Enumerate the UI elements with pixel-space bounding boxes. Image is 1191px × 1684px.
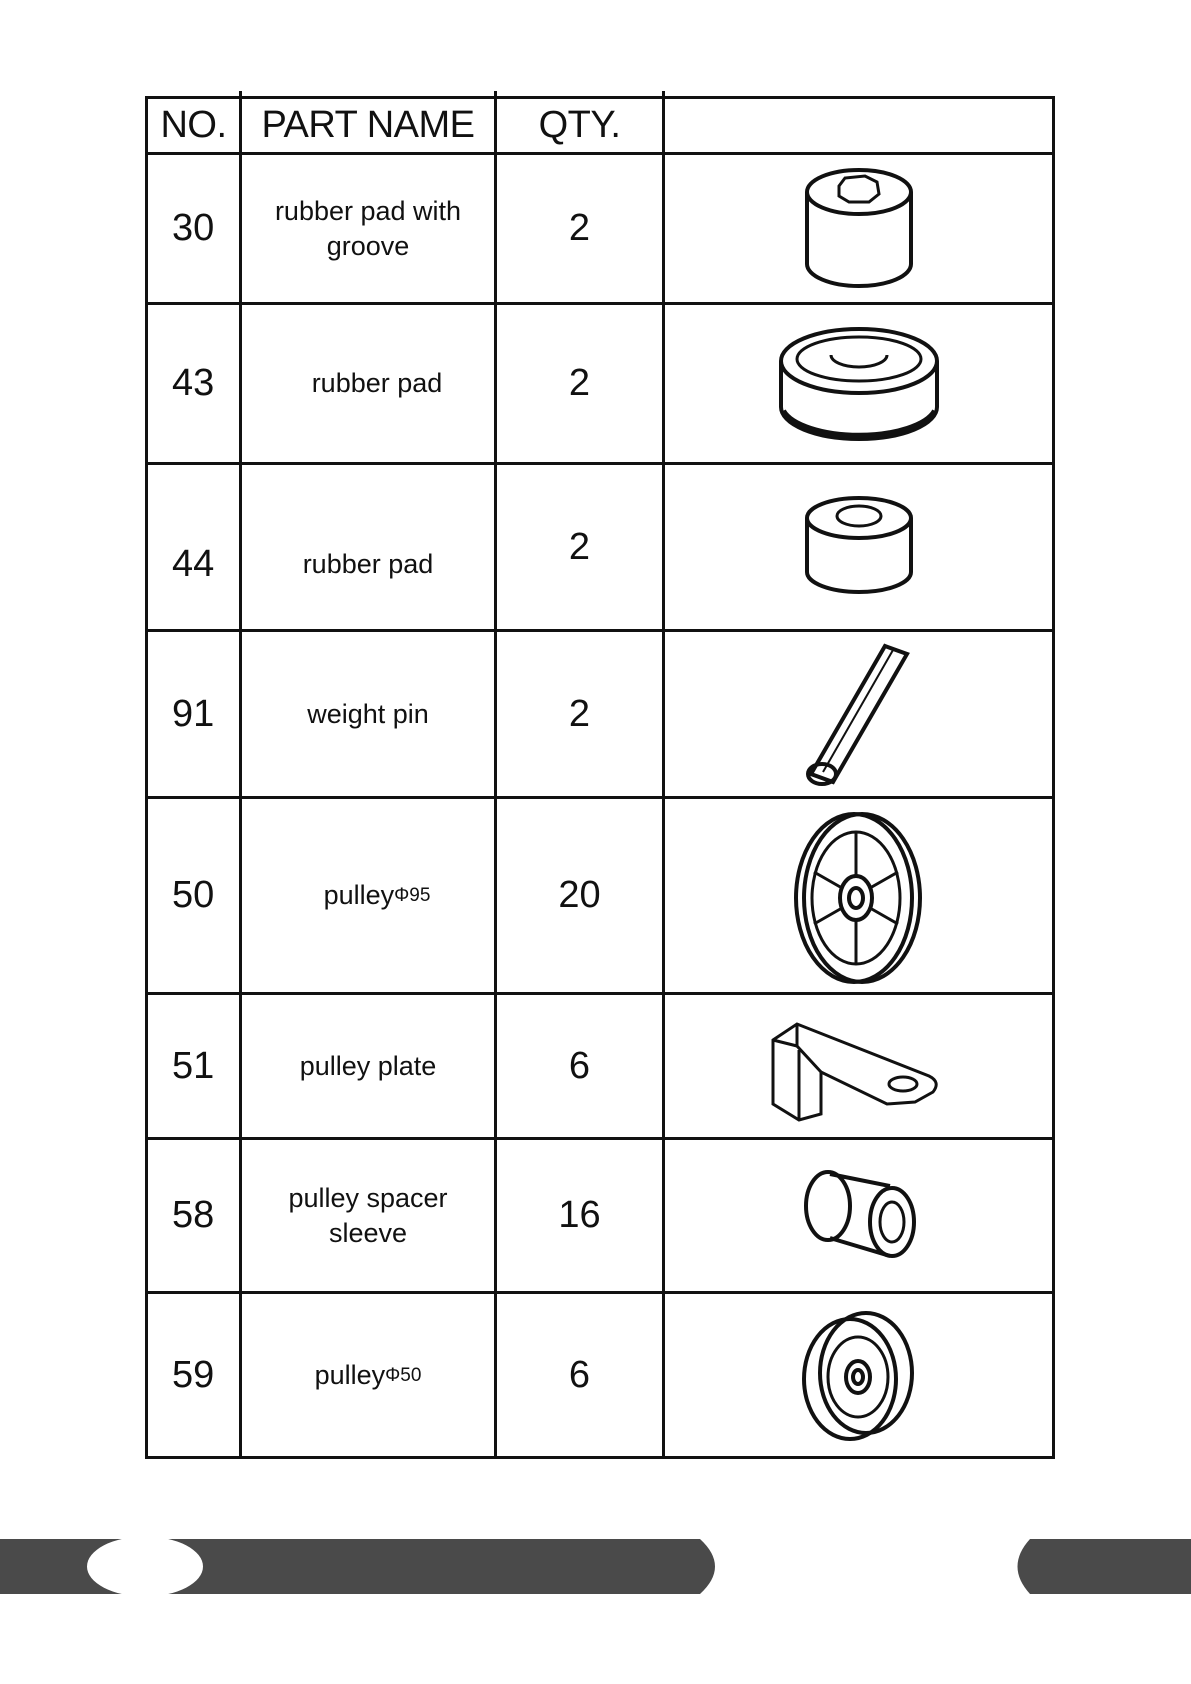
part-name-text: pulley <box>314 1359 386 1390</box>
diameter-label: Φ50 <box>385 1364 422 1386</box>
part-number: 44 <box>172 542 215 585</box>
part-number: 91 <box>172 692 215 735</box>
rubber-pad-groove-icon <box>665 155 1052 302</box>
rubber-pad-small-icon <box>665 465 1052 629</box>
rubber-pad-large-icon <box>665 305 1052 462</box>
part-name-text: pulley <box>323 880 395 910</box>
part-name <box>242 1294 494 1456</box>
part-qty: 2 <box>568 692 591 735</box>
weight-pin-icon <box>665 632 1052 796</box>
header-no: NO. <box>160 104 227 146</box>
pulley-50-icon <box>665 1294 1052 1456</box>
part-number: 58 <box>172 1194 215 1236</box>
header-part-name: PART NAME <box>261 104 475 146</box>
part-name <box>242 799 494 992</box>
part-name <box>242 1140 494 1291</box>
footer-band <box>0 1539 1191 1594</box>
part-name: rubber pad <box>311 368 443 398</box>
part-name-line1: rubber pad with <box>274 195 462 226</box>
parts-table <box>145 96 1055 1459</box>
part-name: pulley plate <box>299 1050 437 1081</box>
pulley-95-icon <box>665 799 1052 992</box>
part-name-line1: pulley spacer <box>288 1182 448 1213</box>
part-number: 43 <box>172 362 215 404</box>
part-name: rubber pad <box>302 548 434 579</box>
part-qty: 6 <box>568 1353 591 1396</box>
part-qty: 20 <box>558 874 601 916</box>
part-qty: 2 <box>568 525 591 568</box>
part-qty: 16 <box>558 1194 601 1236</box>
pulley-spacer-sleeve-icon <box>665 1140 1052 1291</box>
header-qty: QTY. <box>538 104 621 146</box>
part-qty: 2 <box>568 207 591 249</box>
part-number: 50 <box>172 874 215 916</box>
part-qty: 2 <box>568 362 591 404</box>
part-name <box>242 155 494 302</box>
part-name-line2: groove <box>326 230 410 261</box>
part-name-line2: sleeve <box>328 1217 408 1248</box>
part-number: 59 <box>172 1353 215 1396</box>
diameter-label: Φ95 <box>394 885 431 906</box>
part-qty: 6 <box>568 1044 591 1087</box>
part-name: weight pin <box>307 698 429 729</box>
part-number: 30 <box>172 207 215 249</box>
pulley-plate-icon <box>665 995 1052 1137</box>
part-number: 51 <box>172 1044 215 1087</box>
